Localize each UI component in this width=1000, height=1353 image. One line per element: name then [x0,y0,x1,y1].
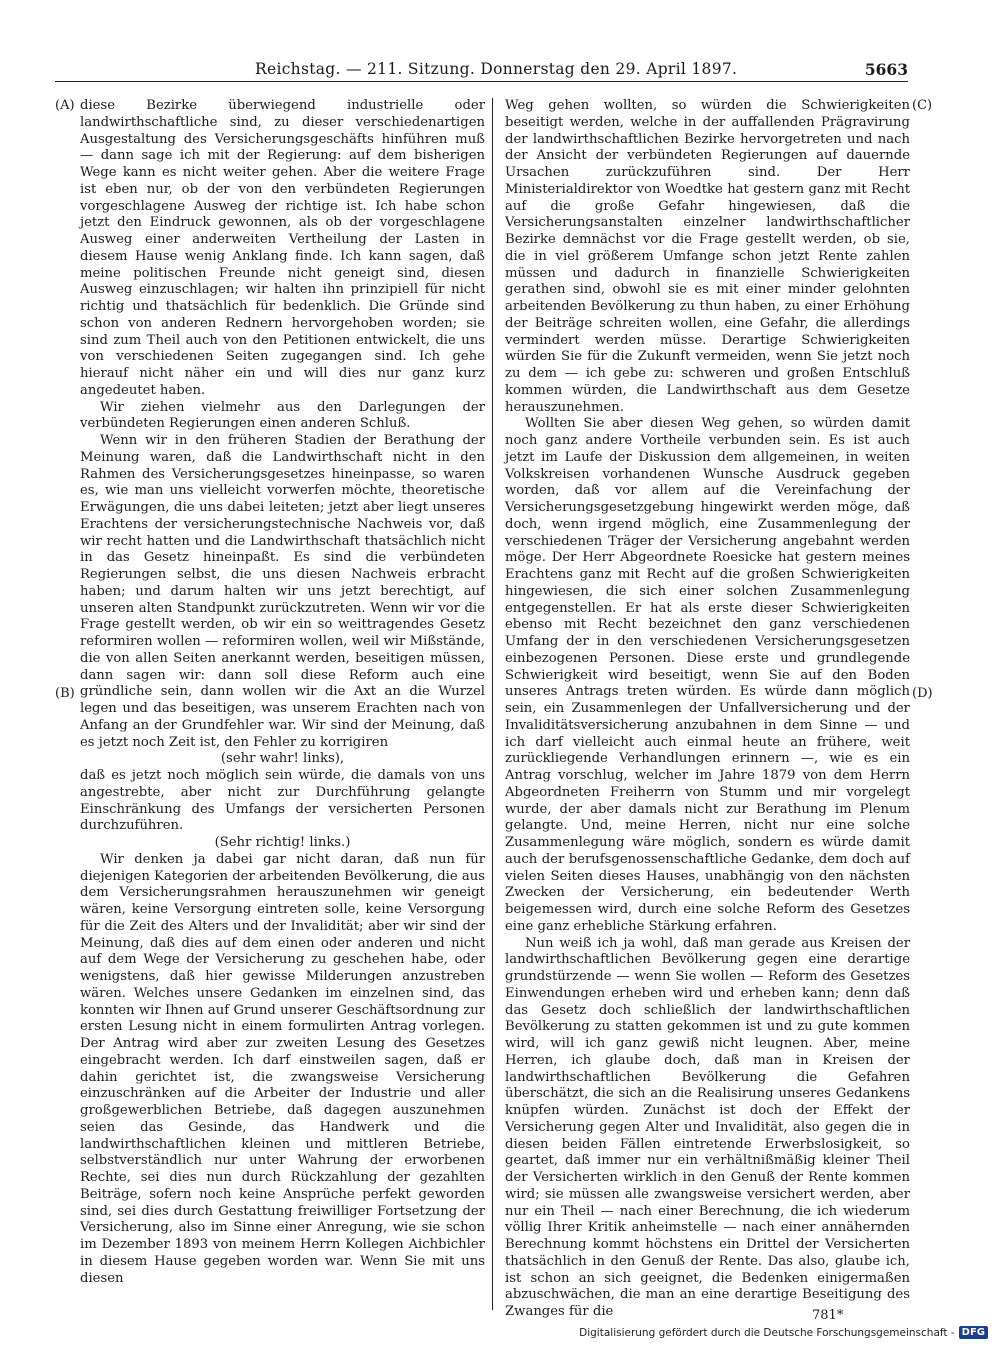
running-header [55,58,908,80]
signature-mark: 781* [812,1308,844,1323]
right-column [505,98,910,1321]
header-title: Reichstag. — 211. Sitzung. Donnerstag den 29. April 1897. [255,60,738,78]
header-rule [55,81,908,82]
paragraph: Wir denken ja dabei gar nicht daran, daß nun für diejenigen Kategorien der arbeitenden Bevölkerung, die aus dem Versicherungsrahmen herauszunehmen wir geneigt wären, keine Versorgung eintreten solle, keine Versorgung für die Zeit des Alters und der Invalidität; aber wir sind der Meinung, daß dies auf dem einen oder anderen und nicht auf dem Wege der Versicherung zu geschehen habe, oder wenigstens, daß hier gewisse Milderungen anzustreben wären. Welches unsere Gedanken im einzelnen sind, das konnten wir Ihnen auf Grund unserer Geschäftsordnung zur ersten Lesung nicht in einem formulirten Antrag vorlegen. Der Antrag wird aber zur zweiten Lesung des Gesetzes eingebracht werden. Ich darf einstweilen sagen, daß er dahin gerichtet ist, die zwangsweise Versicherung einzuschränken auf die Arbeiter der Industrie und aller großgewerblichen Betriebe, daß dagegen auszunehmen seien das Gesinde, das Handwerk und die landwirthschaftlichen kleinen und mittleren Betriebe, selbstverständlich nur unter Wahrung der erworbenen Rechte, sei dies nun durch Rückzahlung der gezahlten Beiträge, sofern noch keine Ansprüche perfekt geworden sind, sei dies durch Gestattung freiwilliger Fortsetzung der Versicherung, also im Sinne einer Anregung, wie sie schon im Dezember 1893 von meinem Herrn Kollegen Aichbichler in diesem Hause gegeben worden war. Wenn Sie mit uns diesen [80,851,485,1286]
paragraph: Weg gehen wollten, so würden die Schwierigkeiten beseitigt werden, welche in der auffallenden Prägravirung der landwirthschaftlichen Bezirke hervorgetreten und nach der Ansicht der verbündeten Regierungen auf dauernde Ursachen zurückzuführen sind. Der Herr Ministerialdirektor von Woedtke hat gestern ganz mit Recht auf die große Gefahr hingewiesen, daß die Versicherungsanstalten einzelner landwirthschaftlicher Bezirke demnächst vor die Frage gestellt werden, ob sie, die in viel größerem Umfange schon jetzt Rente zahlen müssen und dadurch in finanzielle Schwierigkeiten gerathen sind, obwohl sie es mit einer minder gelohnten arbeitenden Bevölkerung zu thun haben, zu einer Erhöhung der Beiträge schreiten wollen, eine Gefahr, die allerdings vermindert werden müsse. Derartige Schwierigkeiten würden Sie für die Zukunft vermeiden, wenn Sie jetzt noch zu dem — ich gebe zu: schweren und großen Entschluß kommen würden, die Landwirthschaft aus dem Gesetze herauszunehmen. [505,98,910,415]
paragraph: diese Bezirke überwiegend industrielle oder landwirthschaftliche sind, zu dieser verschiedenartigen Ausgestaltung des Versicherungsgeschäfts hinführen muß — dann sage ich mit der Regierung: auf dem bisherigen Wege kann es nicht weiter gehen. Aber die weitere Frage ist eben nur, ob der von den verbündeten Regierungen vorgeschlagene Ausweg der richtige ist. Ich habe schon jetzt den Eindruck gewonnen, als ob der vorgeschlagene Ausweg einer anderweiten Vertheilung der Lasten in diesem Hause wenig Anklang finde. Ich kann sagen, daß meine politischen Freunde nicht geneigt sind, diesen Ausweg einzuschlagen; wir halten ihn prinzipiell für nicht richtig und thatsächlich für bedenklich. Die Gründe sind schon von anderen Rednern hervorgehoben worden; sie sind zum Theil auch von den Petitionen entwickelt, die uns von verschiedenen Seiten zugegangen sind. Ich gehe hierauf nicht näher ein und will dies nur ganz kurz angedeutet haben. [80,98,485,398]
margin-mark-c: (C) [912,98,933,113]
margin-mark-b: (B) [55,686,75,701]
margin-mark-a: (A) [55,98,75,113]
digitization-footer [579,1326,988,1339]
footer-text: Digitalisierung gefördert durch die Deutsche Forschungsgemeinschaft - [579,1326,955,1339]
paragraph: Wir ziehen vielmehr aus den Darlegungen der verbündeten Regierungen einen anderen Schluß. [80,399,485,432]
paragraph: Nun weiß ich ja wohl, daß man gerade aus Kreisen der landwirthschaftlichen Bevölkerung gegen eine derartige grundstürzende — wenn Sie wollen — Reform des Gesetzes Einwendungen erheben wird und erheben kann; denn daß das Gesetz doch schließlich der landwirthschaftlichen Bevölkerung zu statten gekommen ist und zu gute kommen wird, will ich ganz gewiß nicht leugnen. Aber, meine Herren, ich glaube doch, daß man in Kreisen der landwirthschaftlichen Bevölkerung die Gefahren überschätzt, die sich an die Realisirung unseres Gedankens knüpfen würden. Zunächst ist doch der Effekt der Versicherung gegen Alter und Invalidität, also gegen die in diesen beiden Fällen eintretende Erwerbslosigkeit, so geartet, daß immer nur ein verhältnißmäßig kleiner Theil der Versicherten wirklich in den Genuß der Rente kommen wird; sie müssen alle zwangsweise versichert werden, aber nur ein Theil — nach einer Berechnung, die ich wiederum völlig Ihrer Kritik anheimstelle — nach einer annähernden Berechnung kommt höchstens ein Drittel der Versicherten thatsächlich in den Genuß der Rente. Das also, glaube ich, ist schon an sich geeignet, die Bedenken einigermaßen abzuschwächen, die man an eine derartige Beseitigung des Zwanges für die [505,935,910,1319]
interjection: (sehr wahr! links), [220,751,345,767]
paragraph: Wenn wir in den früheren Stadien der Berathung der Meinung waren, daß die Landwirthschaft nicht in den Rahmen des Versicherungsgesetzes hineinpasse, so waren es, wie man uns vielleicht vorwerfen möchte, theoretische Erwägungen, die uns dabei leiteten; jetzt aber liegt unseres Erachtens der versicherungstechnische Nachweis vor, daß wir recht hatten und die Landwirthschaft thatsächlich nicht in das Gesetz hineinpaßt. Es sind die verbündeten Regierungen selbst, die uns diesen Nachweis erbracht haben; und darum halten wir uns jetzt berechtigt, auf unseren alten Standpunkt zurückzutreten. Wenn wir vor die Frage gestellt werden, ob wir ein so weittragendes Gesetz reformiren wollen — reformiren wollen, weil wir Mißstände, die von allen Seiten anerkannt werden, beseitigen müssen, dann sagen wir: dann soll diese Reform auch eine gründliche sein, dann wollen wir die Axt an die Wurzel legen und das beseitigen, was unserem Erachten nach von Anfang an der Grundfehler war. Wir sind der Meinung, daß es jetzt noch Zeit ist, den Fehler zu korrigiren [80,433,485,750]
paragraph: Wollten Sie aber diesen Weg gehen, so würden damit noch ganz andere Vortheile verbunden sein. Es ist auch jetzt im Laufe der Diskussion dem allgemeinen, in weiten Volkskreisen vorhandenen Wunsche Ausdruck gegeben worden, daß vor allem auf die Vereinfachung der Versicherungsgesetzgebung hingewirkt werden möge, daß doch, wenn irgend möglich, eine Zusammenlegung der verschiedenen Träger der Versicherung angebahnt werden möge. Der Herr Abgeordnete Roesicke hat gestern meines Erachtens ganz mit Recht auf die großen Schwierigkeiten hingewiesen, die sich einer solchen Zusammenlegung entgegenstellen. Er hat als erste dieser Schwierigkeiten ebenso mit Recht bezeichnet den ganz verschiedenen Umfang der in den verschiedenen Versicherungsgesetzen einbezogenen Personen. Diese erste und grundlegende Schwierigkeit wird beseitigt, wenn Sie auf den Boden unseres Antrags treten würden. Es würde dann möglich sein, ein Zusammenlegen der Unfallversicherung und der Invaliditätsversicherung anzubahnen in dem Sinne — und ich darf vielleicht auch einmal heute an frühere, weit zurückliegende Verhandlungen erinnern —, wie es ein Antrag vorschlug, welcher im Jahre 1879 von dem Herrn Abgeordneten Freiherrn von Stumm und mir vorgelegt wurde, der aber damals nicht zur Berathung im Plenum gelangte. Und, meine Herren, nicht nur eine solche Zusammenlegung wäre möglich, sondern es würde damit auch der berufsgenossenschaftliche Gedanke, dem doch auf vielen Seiten dieses Hauses, unabhängig von den nächsten Zwecken der Versicherung, ein bedeutender Werth beigemessen wird, durch eine solche Reform des Gesetzes eine ganz erhebliche Stärkung erfahren. [505,416,910,934]
interjection: (Sehr richtig! links.) [214,835,351,850]
margin-mark-d: (D) [912,686,933,701]
paragraph: daß es jetzt noch möglich sein würde, die damals von uns angestrebte, aber nicht zur Durchführung gelangte Einschränkung des Umfangs der versicherten Personen durchzuführen. [80,768,485,834]
page-number: 5663 [864,60,908,79]
left-column [80,98,485,1287]
dfg-logo: DFG [959,1326,988,1339]
column-divider [492,98,493,1310]
